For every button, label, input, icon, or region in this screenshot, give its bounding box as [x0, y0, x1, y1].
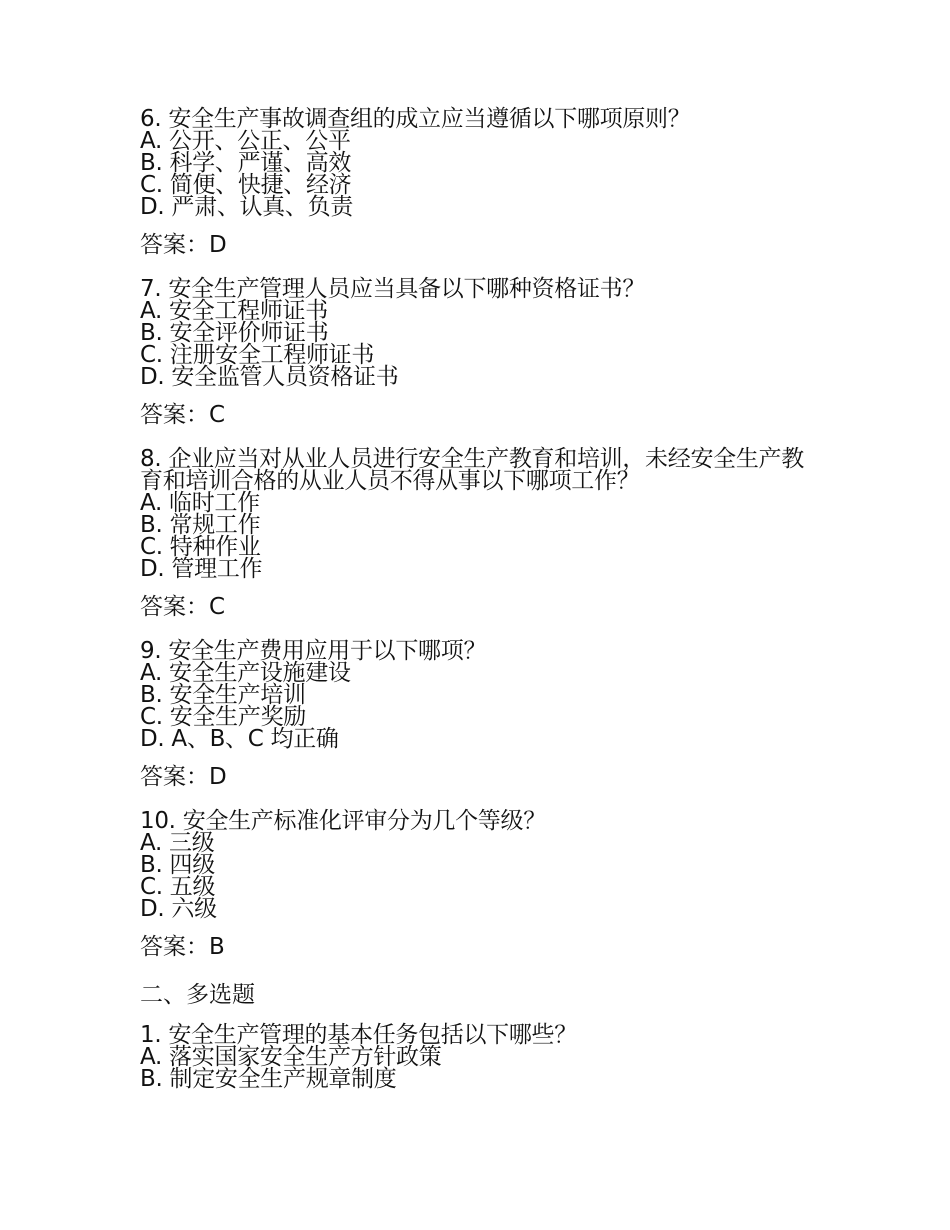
answer: 答案：B — [140, 934, 225, 960]
option-b: B. 四级 — [140, 852, 215, 878]
option-a: A. 安全生产设施建设 — [140, 660, 351, 686]
option-d: D. 六级 — [140, 896, 217, 922]
answer: 答案：C — [140, 594, 226, 620]
question-6 — [140, 108, 820, 260]
option-c: C. 五级 — [140, 874, 216, 900]
question-10 — [140, 810, 820, 962]
option-a: A. 落实国家安全生产方针政策 — [140, 1044, 442, 1070]
section-title: 二、多选题 — [140, 982, 255, 1008]
option-c: C. 注册安全工程师证书 — [140, 342, 375, 368]
question-text: 10. 安全生产标准化评审分为几个等级？ — [140, 808, 546, 834]
option-a: A. 公开、公正、公平 — [140, 128, 351, 154]
option-a: A. 三级 — [140, 830, 215, 856]
option-d: D. 管理工作 — [140, 556, 263, 582]
option-b: B. 安全生产培训 — [140, 682, 306, 708]
document-page — [140, 108, 820, 1108]
option-b: B. 科学、严谨、高效 — [140, 150, 352, 176]
option-c: C. 简便、快捷、经济 — [140, 172, 352, 198]
option-d: D. A、B、C 均正确 — [140, 726, 339, 752]
question-text: 8. 企业应当对从业人员进行安全生产教育和培训，未经安全生产教育和培训合格的从业人员不得从事以下哪项工作？ — [140, 446, 804, 494]
question-text: 9. 安全生产费用应用于以下哪项？ — [140, 638, 487, 664]
question-7 — [140, 278, 820, 430]
option-c: C. 安全生产奖励 — [140, 704, 306, 730]
answer: 答案：D — [140, 764, 227, 790]
option-b: B. 安全评价师证书 — [140, 320, 329, 346]
multi-question-1 — [140, 1024, 820, 1090]
option-a: A. 安全工程师证书 — [140, 298, 328, 324]
question-text: 6. 安全生产事故调查组的成立应当遵循以下哪项原则？ — [140, 106, 691, 132]
option-b: B. 常规工作 — [140, 512, 261, 538]
option-b: B. 制定安全生产规章制度 — [140, 1066, 397, 1092]
question-9 — [140, 640, 820, 792]
question-8 — [140, 448, 820, 622]
option-d: D. 安全监管人员资格证书 — [140, 364, 399, 390]
question-text: 1. 安全生产管理的基本任务包括以下哪些？ — [140, 1022, 577, 1048]
option-a: A. 临时工作 — [140, 490, 260, 516]
answer: 答案：C — [140, 402, 226, 428]
question-text: 7. 安全生产管理人员应当具备以下哪种资格证书？ — [140, 276, 646, 302]
answer: 答案：D — [140, 232, 227, 258]
option-d: D. 严肃、认真、负责 — [140, 194, 354, 220]
option-c: C. 特种作业 — [140, 534, 261, 560]
